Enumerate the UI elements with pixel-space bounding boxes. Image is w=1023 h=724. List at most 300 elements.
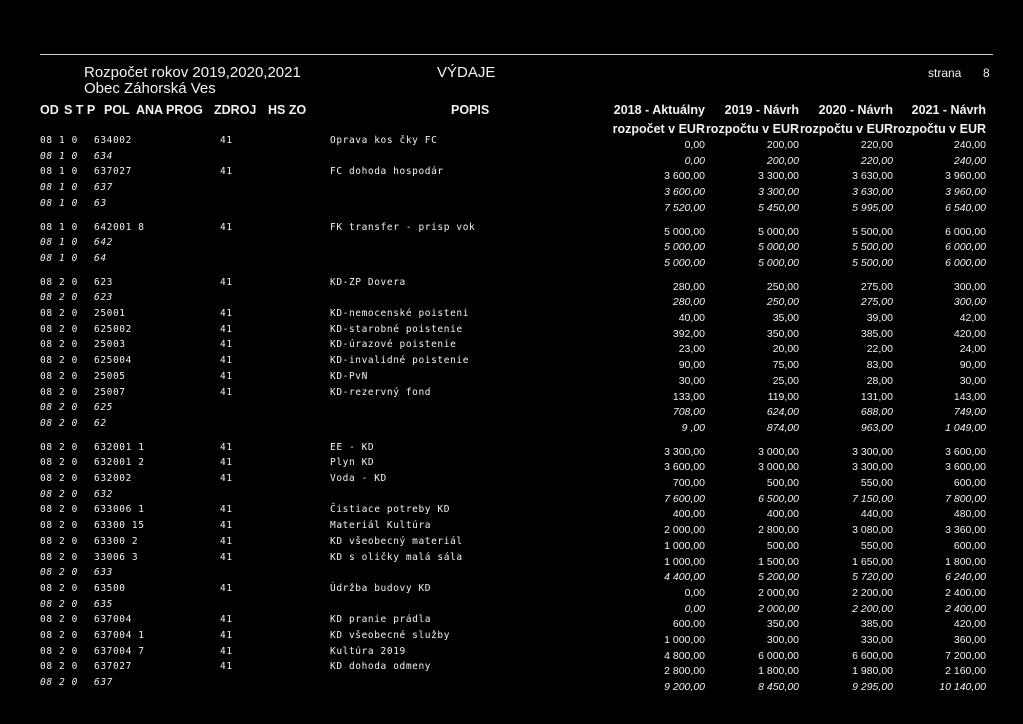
row-zdroj: 41 [220, 323, 233, 335]
table-row [0, 457, 1023, 473]
row-pol: 632001 2 [94, 457, 145, 469]
row-pol: 63300 15 [94, 520, 145, 532]
row-value-2019: 5 200,00 [758, 571, 799, 584]
row-od: 08 2 0 [40, 614, 78, 626]
row-pol: 625004 [94, 355, 132, 367]
row-value-2019: 200,00 [766, 139, 799, 151]
row-value-2018: 1 000,00 [664, 539, 705, 552]
table-row [0, 387, 1023, 403]
row-value-2020: 550,00 [860, 539, 893, 552]
row-popis: Voda - KD [330, 473, 387, 484]
row-value-2019: 500,00 [766, 539, 799, 552]
row-pol: 633 [94, 567, 113, 579]
row-od: 08 1 0 [40, 166, 78, 178]
row-value-2019: 624,00 [766, 406, 799, 419]
row-value-2021: 7 200,00 [945, 649, 986, 662]
row-zdroj: 41 [220, 645, 233, 657]
table-row [0, 473, 1023, 489]
table-row [0, 222, 1023, 238]
row-value-2018: 40,00 [678, 312, 705, 324]
row-value-2020: 3 630,00 [852, 170, 893, 183]
row-value-2020: 275,00 [860, 296, 893, 309]
table-row [0, 166, 1023, 182]
row-value-2019: 6 000,00 [758, 649, 799, 662]
row-value-2020: 6 600,00 [852, 649, 893, 662]
row-pol: 637 [94, 677, 113, 689]
report-title: Rozpočet rokov 2019,2020,2021 [84, 64, 301, 81]
row-pol: 642 [94, 237, 113, 249]
row-value-2021: 420,00 [953, 618, 986, 631]
row-pol: 63300 2 [94, 535, 139, 547]
row-value-2020: 9 295,00 [852, 681, 893, 694]
row-value-2021: 6 540,00 [945, 201, 986, 214]
subtotal-row [0, 489, 1023, 505]
row-zdroj: 41 [220, 535, 233, 547]
row-value-2018: 0,00 [684, 154, 705, 167]
row-value-2020: 3 630,00 [852, 186, 893, 199]
table-row [0, 536, 1023, 552]
row-value-2018: 90,00 [678, 359, 705, 372]
row-popis: KD-starobné poistenie [330, 323, 463, 335]
header-rule [40, 54, 993, 55]
row-value-2019: 1 500,00 [758, 555, 799, 568]
row-pol: 637004 7 [94, 645, 145, 657]
row-popis: Údržba budovy KD [330, 582, 432, 594]
table-row [0, 583, 1023, 599]
row-value-2019: 25,00 [772, 374, 799, 387]
row-value-2021: 2 400,00 [945, 586, 986, 599]
row-zdroj: 41 [220, 582, 233, 594]
row-popis: KD-ZP Dovera [330, 276, 406, 288]
row-pol: 33006 3 [94, 551, 139, 563]
subtotal-row [0, 599, 1023, 615]
row-value-2021: 90,00 [959, 359, 986, 372]
row-pol: 25007 [94, 386, 126, 398]
row-popis: KD-nemocenské poisteni [330, 308, 470, 319]
table-row [0, 504, 1023, 520]
row-popis: EE - KD [330, 441, 375, 453]
row-value-2021: 7 800,00 [945, 492, 986, 505]
row-value-2019: 5 450,00 [758, 201, 799, 214]
row-popis: FC dohoda hospodár [330, 166, 444, 178]
row-pol: 637027 [94, 661, 132, 673]
col-2019: 2019 - Návrh [724, 103, 799, 117]
row-value-2018: 3 600,00 [664, 170, 705, 183]
row-popis: KD všeobecný materiál [330, 535, 463, 547]
row-value-2018: 30,00 [678, 374, 705, 387]
row-value-2019: 2 000,00 [758, 586, 799, 599]
row-value-2018: 1 000,00 [664, 555, 705, 568]
row-value-2021: 1 049,00 [945, 421, 986, 434]
row-value-2020: 330,00 [860, 634, 893, 646]
row-popis: KD všeobecné služby [330, 630, 451, 641]
row-od: 08 2 0 [40, 473, 78, 484]
row-popis: KD s oličky malá sála [330, 551, 463, 563]
col-2020-sub: rozpočtu v EUR [799, 122, 893, 136]
col-od: OD [40, 103, 59, 117]
row-pol: 637027 [94, 166, 132, 178]
row-pol: 623 [94, 276, 113, 288]
row-od: 08 2 0 [40, 308, 78, 319]
col-stp: S T P [64, 103, 96, 117]
row-value-2021: 2 400,00 [945, 602, 986, 615]
row-popis: FK transfer - prisp vok [330, 221, 476, 233]
row-od: 08 2 0 [40, 441, 78, 453]
row-zdroj: 41 [220, 166, 233, 178]
row-pol: 637004 [94, 614, 132, 626]
row-popis: KD-PvN [330, 370, 368, 382]
row-od: 08 2 0 [40, 323, 78, 335]
subtotal-row [0, 418, 1023, 434]
row-value-2020: 131,00 [860, 390, 893, 403]
row-od: 08 1 0 [40, 237, 78, 249]
row-value-2018: 2 800,00 [664, 665, 705, 678]
col-2018-sub: rozpočet v EUR [612, 122, 705, 136]
row-value-2019: 350,00 [766, 618, 799, 631]
row-od: 08 2 0 [40, 355, 78, 367]
row-pol: 635 [94, 598, 113, 610]
row-value-2018: 708,00 [672, 406, 705, 419]
row-od: 08 2 0 [40, 520, 78, 532]
row-zdroj: 41 [220, 630, 233, 641]
row-od: 08 2 0 [40, 339, 78, 351]
row-value-2018: 280,00 [672, 296, 705, 309]
row-value-2021: 300,00 [953, 296, 986, 309]
col-hszo: HS ZO [268, 103, 307, 117]
row-value-2020: 385,00 [860, 618, 893, 631]
row-value-2021: 3 600,00 [945, 445, 986, 458]
row-value-2018: 3 600,00 [664, 186, 705, 199]
row-value-2020: 1 650,00 [852, 555, 893, 568]
row-value-2021: 300,00 [953, 280, 986, 293]
row-pol: 632 [94, 488, 113, 500]
col-zdroj: ZDROJ [214, 103, 257, 117]
row-pol: 63 [94, 197, 107, 209]
row-value-2019: 350,00 [766, 327, 799, 340]
col-2021-sub: rozpočtu v EUR [892, 122, 986, 136]
row-zdroj: 41 [220, 441, 233, 453]
municipality-name: Obec Záhorská Ves [84, 80, 216, 97]
row-value-2019: 35,00 [772, 312, 799, 324]
row-value-2018: 400,00 [672, 508, 705, 521]
row-od: 08 1 0 [40, 182, 78, 194]
row-popis: Plyn KD [330, 457, 375, 469]
row-value-2020: 2 200,00 [852, 586, 893, 599]
col-prog: PROG [166, 103, 203, 117]
row-value-2018: 5 000,00 [664, 225, 705, 238]
subtotal-row [0, 237, 1023, 253]
row-value-2019: 6 500,00 [758, 492, 799, 505]
row-value-2020: 275,00 [860, 280, 893, 293]
row-value-2019: 5 000,00 [758, 241, 799, 254]
row-value-2020: 5 500,00 [852, 241, 893, 254]
row-zdroj: 41 [220, 370, 233, 382]
row-value-2020: 440,00 [860, 508, 893, 521]
row-value-2019: 3 300,00 [758, 186, 799, 199]
row-value-2018: 5 000,00 [664, 256, 705, 269]
row-od: 08 2 0 [40, 677, 78, 689]
row-value-2018: 700,00 [672, 477, 705, 489]
row-value-2021: 30,00 [959, 374, 986, 387]
subtotal-row [0, 292, 1023, 308]
row-value-2021: 24,00 [959, 343, 986, 356]
row-pol: 623 [94, 292, 113, 304]
row-pol: 633006 1 [94, 504, 145, 516]
col-ana: ANA [136, 103, 164, 117]
row-value-2019: 20,00 [772, 343, 799, 356]
row-zdroj: 41 [220, 457, 233, 469]
row-value-2020: 220,00 [860, 139, 893, 151]
row-value-2018: 3 300,00 [664, 445, 705, 458]
row-pol: 25005 [94, 370, 126, 382]
row-value-2021: 420,00 [953, 327, 986, 340]
table-row [0, 308, 1023, 324]
row-value-2020: 385,00 [860, 327, 893, 340]
table-row [0, 614, 1023, 630]
row-pol: 625 [94, 402, 113, 414]
row-zdroj: 41 [220, 504, 233, 516]
table-row [0, 442, 1023, 458]
row-popis: KD-invalidné poistenie [330, 355, 470, 367]
row-od: 08 1 0 [40, 197, 78, 209]
table-row [0, 646, 1023, 662]
row-value-2021: 600,00 [953, 477, 986, 489]
row-value-2018: 5 000,00 [664, 241, 705, 254]
row-value-2018: 0,00 [684, 602, 705, 615]
row-value-2019: 874,00 [766, 421, 799, 434]
col-2021: 2021 - Návrh [911, 103, 986, 117]
row-value-2021: 3 960,00 [945, 186, 986, 199]
row-zdroj: 41 [220, 221, 233, 233]
subtotal-row [0, 151, 1023, 167]
row-od: 08 1 0 [40, 252, 78, 264]
row-value-2021: 6 000,00 [945, 241, 986, 254]
subtotal-row [0, 198, 1023, 214]
row-value-2019: 300,00 [766, 634, 799, 646]
row-zdroj: 41 [220, 308, 233, 319]
row-od: 08 2 0 [40, 292, 78, 304]
row-pol: 634002 [94, 135, 132, 146]
row-zdroj: 41 [220, 386, 233, 398]
row-value-2018: 392,00 [672, 327, 705, 340]
row-zdroj: 41 [220, 339, 233, 351]
row-pol: 63500 [94, 582, 126, 594]
row-value-2021: 2 160,00 [945, 665, 986, 678]
row-value-2020: 39,00 [866, 312, 893, 324]
row-value-2018: 0,00 [684, 139, 705, 151]
row-popis: KD dohoda odmeny [330, 661, 432, 673]
table-row [0, 661, 1023, 677]
row-pol: 62 [94, 417, 107, 429]
row-value-2019: 3 000,00 [758, 445, 799, 458]
row-value-2019: 5 000,00 [758, 256, 799, 269]
row-zdroj: 41 [220, 355, 233, 367]
row-value-2020: 5 500,00 [852, 256, 893, 269]
row-pol: 637004 1 [94, 630, 145, 641]
row-value-2020: 688,00 [860, 406, 893, 419]
row-od: 08 2 0 [40, 386, 78, 398]
row-popis: KD-úrazové poistenie [330, 339, 457, 351]
row-zdroj: 41 [220, 661, 233, 673]
row-od: 08 2 0 [40, 276, 78, 288]
row-od: 08 2 0 [40, 402, 78, 414]
col-2020: 2020 - Návrh [818, 103, 893, 117]
row-value-2019: 2 800,00 [758, 524, 799, 537]
row-value-2020: 5 500,00 [852, 225, 893, 238]
row-value-2019: 2 000,00 [758, 602, 799, 615]
row-pol: 632002 [94, 473, 132, 484]
row-value-2020: 1 980,00 [852, 665, 893, 678]
row-od: 08 2 0 [40, 598, 78, 610]
row-value-2021: 240,00 [953, 154, 986, 167]
row-value-2020: 7 150,00 [852, 492, 893, 505]
row-value-2019: 250,00 [766, 296, 799, 309]
col-pol: POL [104, 103, 130, 117]
row-pol: 642001 8 [94, 221, 145, 233]
row-zdroj: 41 [220, 520, 233, 532]
row-value-2021: 6 000,00 [945, 225, 986, 238]
row-pol: 634 [94, 150, 113, 162]
row-zdroj: 41 [220, 473, 233, 484]
row-od: 08 2 0 [40, 535, 78, 547]
row-od: 08 2 0 [40, 417, 78, 429]
row-od: 08 2 0 [40, 567, 78, 579]
row-value-2018: 7 600,00 [664, 492, 705, 505]
row-value-2019: 5 000,00 [758, 225, 799, 238]
row-value-2018: 600,00 [672, 618, 705, 631]
table-row [0, 520, 1023, 536]
row-value-2021: 6 000,00 [945, 256, 986, 269]
row-value-2018: 280,00 [672, 280, 705, 293]
row-popis: Čistiace potreby KD [330, 504, 451, 516]
row-value-2018: 4 800,00 [664, 649, 705, 662]
row-value-2020: 3 300,00 [852, 461, 893, 474]
row-value-2019: 3 300,00 [758, 170, 799, 183]
row-value-2021: 600,00 [953, 539, 986, 552]
row-value-2019: 400,00 [766, 508, 799, 521]
row-value-2018: 3 600,00 [664, 461, 705, 474]
row-zdroj: 41 [220, 135, 233, 146]
row-od: 08 2 0 [40, 488, 78, 500]
row-value-2020: 963,00 [860, 421, 893, 434]
page-label: strana [928, 66, 962, 80]
row-od: 08 2 0 [40, 661, 78, 673]
row-od: 08 2 0 [40, 630, 78, 641]
row-value-2020: 22,00 [866, 343, 893, 356]
row-od: 08 1 0 [40, 221, 78, 233]
row-popis: KD-rezervný fond [330, 386, 432, 398]
section-title: VÝDAJE [437, 64, 496, 81]
row-value-2019: 200,00 [766, 154, 799, 167]
table-row [0, 135, 1023, 151]
row-od: 08 2 0 [40, 457, 78, 469]
row-od: 08 2 0 [40, 645, 78, 657]
table-row [0, 277, 1023, 293]
row-value-2021: 480,00 [953, 508, 986, 521]
subtotal-row [0, 402, 1023, 418]
row-value-2020: 5 720,00 [852, 571, 893, 584]
row-value-2018: 133,00 [672, 390, 705, 403]
row-value-2018: 4 400,00 [664, 571, 705, 584]
row-value-2020: 5 995,00 [852, 201, 893, 214]
table-row [0, 552, 1023, 568]
subtotal-row [0, 253, 1023, 269]
row-od: 08 1 0 [40, 135, 78, 146]
row-od: 08 2 0 [40, 551, 78, 563]
table-row [0, 630, 1023, 646]
table-row [0, 355, 1023, 371]
row-value-2019: 1 800,00 [758, 665, 799, 678]
row-od: 08 2 0 [40, 504, 78, 516]
row-value-2019: 75,00 [772, 359, 799, 372]
row-value-2021: 3 360,00 [945, 524, 986, 537]
row-value-2021: 42,00 [959, 312, 986, 324]
row-pol: 64 [94, 252, 107, 264]
row-value-2019: 500,00 [766, 477, 799, 489]
row-value-2018: 9 ,00 [681, 421, 705, 434]
row-value-2019: 8 450,00 [758, 681, 799, 694]
row-value-2019: 119,00 [767, 390, 799, 403]
row-zdroj: 41 [220, 276, 233, 288]
subtotal-row [0, 677, 1023, 693]
row-value-2020: 83,00 [866, 359, 893, 372]
row-popis: Oprava kos čky FC [330, 135, 438, 146]
col-popis: POPIS [451, 103, 490, 117]
row-zdroj: 41 [220, 614, 233, 626]
col-2018: 2018 - Aktuálny [613, 103, 705, 117]
row-value-2021: 360,00 [953, 634, 986, 646]
row-value-2018: 1 000,00 [664, 634, 705, 646]
row-value-2020: 3 300,00 [852, 445, 893, 458]
row-value-2021: 3 960,00 [945, 170, 986, 183]
row-popis: Materiál Kultúra [330, 520, 432, 532]
row-value-2021: 240,00 [953, 139, 986, 151]
table-row [0, 371, 1023, 387]
row-value-2019: 250,00 [766, 280, 799, 293]
row-value-2018: 23,00 [678, 343, 705, 356]
row-value-2021: 3 600,00 [945, 461, 986, 474]
subtotal-row [0, 182, 1023, 198]
row-popis: KD pranie prádla [330, 614, 432, 626]
table-row [0, 324, 1023, 340]
col-2019-sub: rozpočtu v EUR [705, 122, 799, 136]
row-pol: 25003 [94, 339, 126, 351]
row-value-2018: 7 520,00 [664, 201, 705, 214]
row-od: 08 2 0 [40, 582, 78, 594]
row-od: 08 2 0 [40, 370, 78, 382]
row-value-2021: 749,00 [953, 406, 986, 419]
row-value-2020: 220,00 [860, 154, 893, 167]
row-value-2018: 9 200,00 [664, 681, 705, 694]
row-pol: 25001 [94, 308, 126, 319]
row-value-2021: 6 240,00 [945, 571, 986, 584]
row-value-2020: 28,00 [866, 374, 893, 387]
row-value-2019: 3 000,00 [758, 461, 799, 474]
row-zdroj: 41 [220, 551, 233, 563]
row-value-2020: 550,00 [860, 477, 893, 489]
row-value-2021: 10 140,00 [939, 681, 986, 694]
table-row [0, 339, 1023, 355]
row-value-2021: 1 800,00 [945, 555, 986, 568]
row-value-2018: 0,00 [684, 586, 705, 599]
row-popis: Kultúra 2019 [330, 645, 406, 657]
row-pol: 632001 1 [94, 441, 145, 453]
row-value-2020: 2 200,00 [852, 602, 893, 615]
row-pol: 637 [94, 182, 113, 194]
row-pol: 625002 [94, 323, 132, 335]
row-value-2020: 3 080,00 [852, 524, 893, 537]
page-number: 8 [983, 66, 990, 80]
